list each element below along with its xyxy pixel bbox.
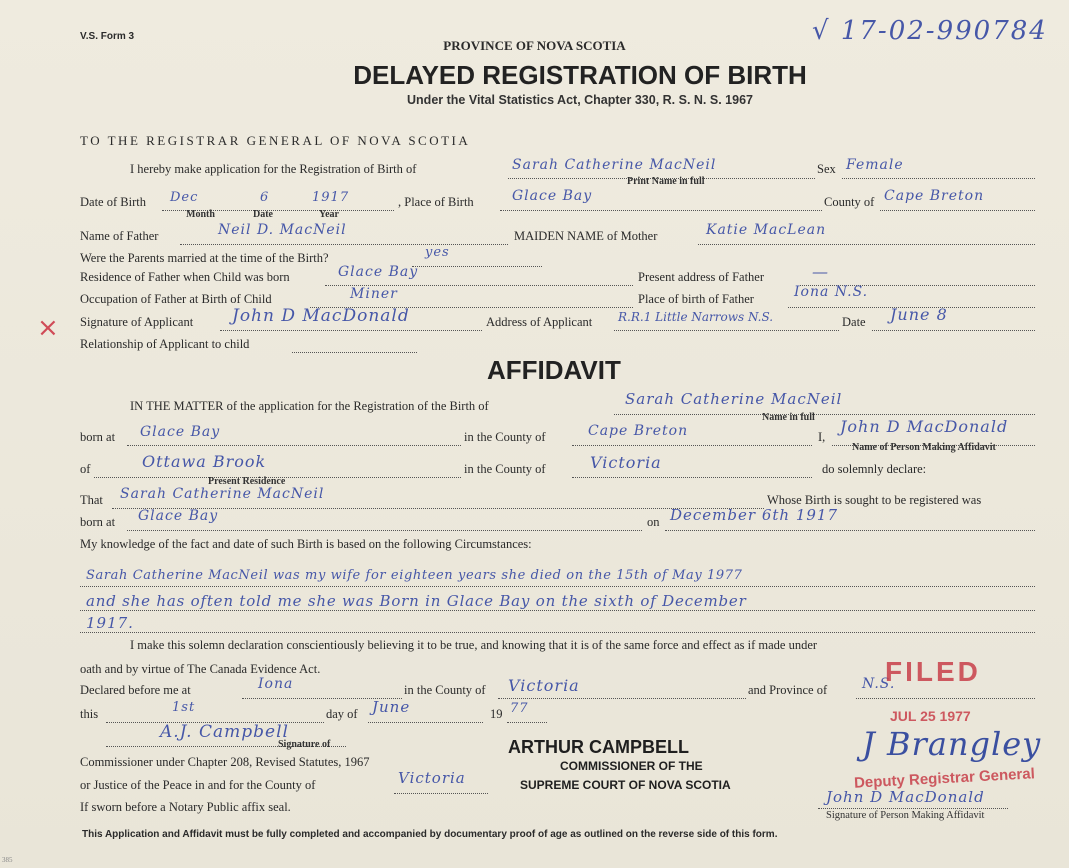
on-label: on <box>647 515 660 529</box>
mother-value: Katie MacLean <box>706 222 827 238</box>
solemn-line-1: I make this solemn declaration conscientiously believing it to be true, and knowing that it is of the same force and effect as if made under <box>130 638 818 652</box>
day-value: 1st <box>172 700 196 715</box>
month-hint: Month <box>186 209 215 220</box>
residence-father-label: Residence of Father when Child was born <box>80 270 290 284</box>
affidavit-heading: AFFIDAVIT <box>487 355 621 385</box>
date-label: Date <box>842 315 866 329</box>
born-at-label-2: born at <box>80 515 116 529</box>
month-value: June <box>372 698 411 716</box>
residence-father-value: Glace Bay <box>338 264 419 280</box>
place-of-birth-value: Glace Bay <box>512 188 593 204</box>
form-title: DELAYED REGISTRATION OF BIRTH <box>353 60 807 90</box>
circumstances-line-3: 1917. <box>86 614 134 632</box>
stamp-commissioner-title: COMMISSIONER OF THE <box>560 759 703 773</box>
occupation-label: Occupation of Father at Birth of Child <box>80 292 272 306</box>
sex-value: Female <box>846 157 904 173</box>
declare-label: do solemnly declare: <box>822 462 927 476</box>
application-label: I hereby make application for the Registration of Birth of <box>130 162 417 176</box>
year-hint: Year <box>319 209 339 220</box>
declared-label: Declared before me at <box>80 683 191 697</box>
that-label: That <box>80 493 103 507</box>
this-label: this <box>80 707 99 721</box>
born-at2-value: Glace Bay <box>138 508 219 524</box>
county-value: Cape Breton <box>884 188 985 204</box>
county2-value: Victoria <box>590 453 662 472</box>
of-label: of <box>80 462 91 476</box>
sex-label: Sex <box>817 162 836 176</box>
deputy-registrar-stamp: Deputy Registrar General <box>853 765 1036 792</box>
registrar-signature: J Brangley <box>862 725 1042 763</box>
father-birthplace-label: Place of birth of Father <box>638 292 754 306</box>
province-heading: PROVINCE OF NOVA SCOTIA <box>443 38 626 53</box>
child-name-value: Sarah Catherine MacNeil <box>512 157 717 173</box>
dob-month: Dec <box>170 190 199 205</box>
present-residence-hint: Present Residence <box>208 476 286 487</box>
present-address-father-value: — <box>812 262 829 281</box>
county-label: County of <box>824 195 875 209</box>
residence-value: Ottawa Brook <box>142 452 267 471</box>
year-prefix: 19 <box>490 707 503 721</box>
county-label-4: in the County of <box>404 683 486 697</box>
signature-label: Signature of Applicant <box>80 315 194 329</box>
deponent-signature: John D MacDonald <box>826 788 985 806</box>
solemn-line-2: oath and by virtue of The Canada Evidence Act. <box>80 662 321 676</box>
affidavit-child-name: Sarah Catherine MacNeil <box>625 390 843 408</box>
occupation-value: Miner <box>350 286 398 302</box>
province-value: N.S. <box>862 676 896 692</box>
that-name-value: Sarah Catherine MacNeil <box>120 486 325 502</box>
father-birthplace-value: Iona N.S. <box>794 284 869 300</box>
province-label: and Province of <box>748 683 828 697</box>
affidavit-county-value: Cape Breton <box>588 423 689 439</box>
stamp-commissioner-name: ARTHUR CAMPBELL <box>508 737 689 757</box>
county3-value: Victoria <box>508 676 580 695</box>
date-value: June 8 <box>890 305 948 324</box>
form-id: V.S. Form 3 <box>80 31 135 42</box>
date-hint: Date <box>253 209 273 220</box>
filed-stamp: FILED <box>885 656 981 687</box>
registration-number: √ 17-02-990784 <box>812 16 1048 46</box>
declared-at-value: Iona <box>258 676 294 692</box>
stamp-commissioner-court: SUPREME COURT OF NOVA SCOTIA <box>520 778 731 792</box>
to-registrar: TO THE REGISTRAR GENERAL OF NOVA SCOTIA <box>80 133 471 148</box>
commissioner-label: Commissioner under Chapter 208, Revised Statutes, 1967 <box>80 755 370 769</box>
deponent-hint: Name of Person Making Affidavit <box>852 442 996 453</box>
mother-label: MAIDEN NAME of Mother <box>514 229 658 243</box>
married-label: Were the Parents married at the time of the Birth? <box>80 251 329 265</box>
married-value: yes <box>425 245 450 260</box>
address-applicant-label: Address of Applicant <box>486 315 593 329</box>
year-suffix: 77 <box>510 701 529 716</box>
place-of-birth-label: , Place of Birth <box>398 195 474 209</box>
form-subtitle: Under the Vital Statistics Act, Chapter 330, R. S. N. S. 1967 <box>407 93 753 107</box>
present-address-father-label: Present address of Father <box>638 270 765 284</box>
dob-label: Date of Birth <box>80 195 146 209</box>
address-applicant-value: R.R.1 Little Narrows N.S. <box>618 310 774 324</box>
relationship-label: Relationship of Applicant to child <box>80 337 250 351</box>
name-in-full-hint: Name in full <box>762 412 815 423</box>
circumstances-line-1: Sarah Catherine MacNeil was my wife for eighteen years she died on the 15th of May 1977 <box>86 568 743 583</box>
born-at-label: born at <box>80 430 116 444</box>
deponent-signature-label: Signature of Person Making Affidavit <box>826 810 985 821</box>
i-label: I, <box>818 430 826 444</box>
justice-label: or Justice of the Peace in and for the County of <box>80 778 316 792</box>
margin-x-mark: × <box>37 313 59 343</box>
knowledge-label: My knowledge of the fact and date of such Birth is based on the following Circumstances: <box>80 537 532 551</box>
father-value: Neil D. MacNeil <box>218 222 347 238</box>
commissioner-signature: A.J. Campbell <box>160 722 289 742</box>
circumstances-line-2: and she has often told me she was Born in Glace Bay on the sixth of December <box>86 592 747 610</box>
applicant-signature: John D MacDonald <box>232 306 410 326</box>
born-at-value: Glace Bay <box>140 424 221 440</box>
matter-label: IN THE MATTER of the application for the Registration of the Birth of <box>130 399 489 413</box>
justice-county-value: Victoria <box>398 769 466 787</box>
dob-year: 1917 <box>312 190 350 205</box>
father-label: Name of Father <box>80 229 159 243</box>
day-of-label: day of <box>326 707 358 721</box>
footer-note: This Application and Affidavit must be fully completed and accompanied by documentary proof of age as outlined on the reverse side of this form. <box>82 829 778 840</box>
signature-of-hint: Signature of <box>278 739 331 750</box>
born-on-value: December 6th 1917 <box>670 506 838 524</box>
page-code: 385 <box>2 856 13 864</box>
print-name-hint: Print Name in full <box>627 176 705 187</box>
dob-day: 6 <box>260 190 270 205</box>
deponent-name: John D MacDonald <box>840 417 1009 436</box>
notary-label: If sworn before a Notary Public affix seal. <box>80 800 291 814</box>
county-label-2: in the County of <box>464 430 546 444</box>
whose-birth-label: Whose Birth is sought to be registered was <box>767 493 982 507</box>
county-label-3: in the County of <box>464 462 546 476</box>
filed-date-stamp: JUL 25 1977 <box>890 708 971 724</box>
